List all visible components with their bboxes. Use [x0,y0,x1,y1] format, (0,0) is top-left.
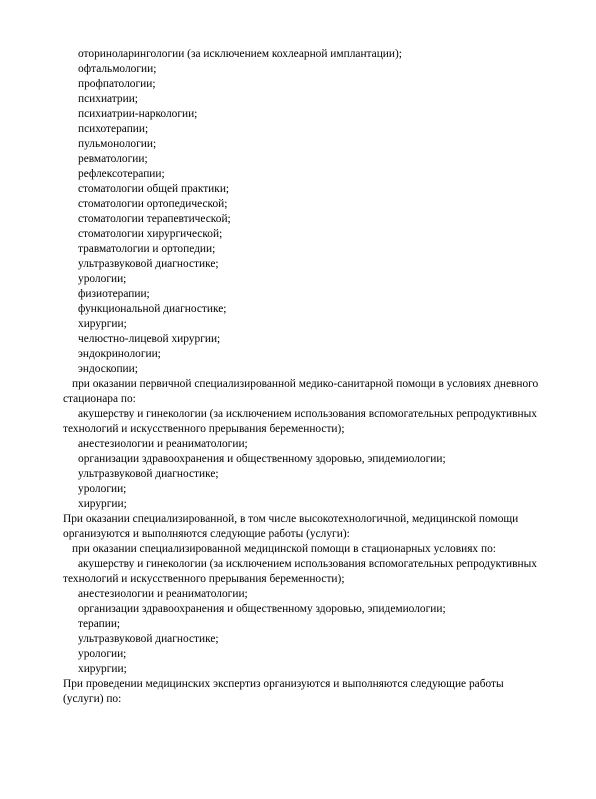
text-line: организуются и выполняются следующие работы (услуги): [63,528,350,540]
text-line: анестезиологии и реаниматологии; [78,588,248,600]
text-line: челюстно-лицевой хирургии; [78,333,221,345]
section-heading-line: при оказании специализированной медицинской помощи в стационарных условиях по: [72,543,496,555]
text-line: акушерству и гинекологии (за исключением использования вспомогательных репродуктивных [78,408,537,420]
section-heading-line: При проведении медицинских экспертиз организуются и выполняются следующие работы [63,678,504,690]
text-line: стационара по: [63,393,136,405]
text-line: офтальмологии; [78,63,157,75]
text-line: травматологии и ортопедии; [78,243,216,255]
text-line: акушерству и гинекологии (за исключением использования вспомогательных репродуктивных [78,558,537,570]
section-heading-line: при оказании первичной специализированной медико-санитарной помощи в условиях дневного [72,378,539,390]
text-line: профпатологии; [78,78,156,90]
text-line: психиатрии; [78,93,138,105]
text-line: урологии; [78,273,127,285]
section-heading-line: При оказании специализированной, в том числе высокотехнологичной, медицинской помощи [63,513,519,525]
text-line: ревматологии; [78,153,148,165]
text-line: психотерапии; [78,123,149,135]
text-line: стоматологии хирургической; [78,228,223,240]
text-line: стоматологии терапевтической; [78,213,231,225]
text-line: хирургии; [78,663,127,675]
text-line: организации здравоохранения и общественному здоровью, эпидемиологии; [78,453,446,465]
text-line: ультразвуковой диагностике; [78,633,219,645]
text-line: хирургии; [78,318,127,330]
text-line: стоматологии ортопедической; [78,198,228,210]
text-line: организации здравоохранения и общественному здоровью, эпидемиологии; [78,603,446,615]
text-line: анестезиологии и реаниматологии; [78,438,248,450]
text-line: эндокринологии; [78,348,161,360]
text-line: урологии; [78,483,127,495]
text-line: технологий и искусственного прерывания беременности); [63,423,345,435]
text-line: оториноларингологии (за исключением кохлеарной имплантации); [78,48,402,60]
text-line: технологий и искусственного прерывания беременности); [63,573,345,585]
text-line: хирургии; [78,498,127,510]
text-line: ультразвуковой диагностике; [78,468,219,480]
text-line: психиатрии-наркологии; [78,108,198,120]
text-line: стоматологии общей практики; [78,183,230,195]
text-line: урологии; [78,648,127,660]
text-line: функциональной диагностике; [78,303,227,315]
text-line: пульмонологии; [78,138,157,150]
text-line: физиотерапии; [78,288,150,300]
text-line: эндоскопии; [78,363,138,375]
text-line: терапии; [78,618,121,630]
text-line: рефлексотерапии; [78,168,165,180]
text-line: (услуги) по: [63,693,122,705]
text-line: ультразвуковой диагностике; [78,258,219,270]
